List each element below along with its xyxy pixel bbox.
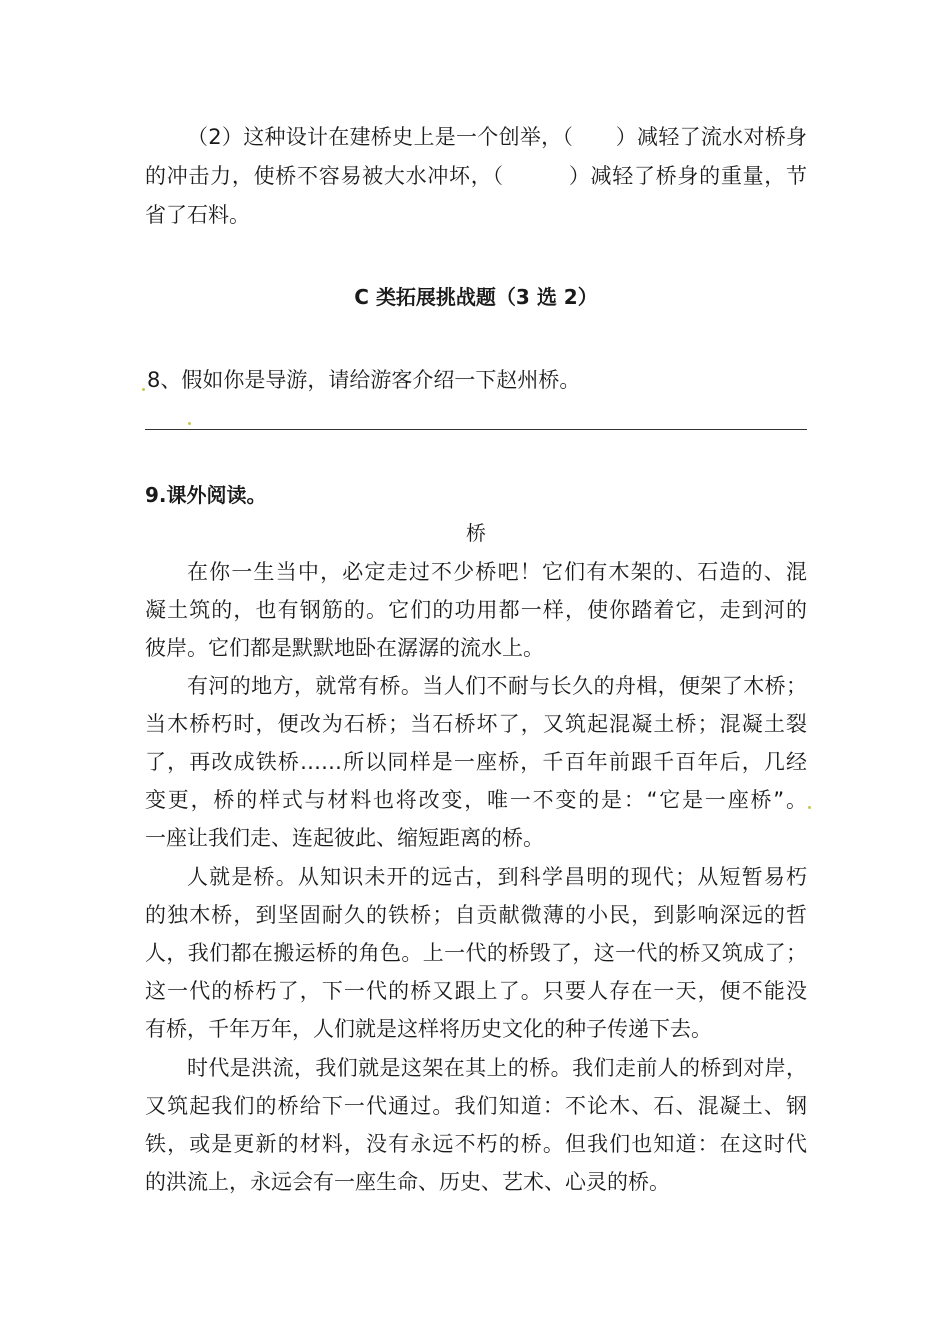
q7-line-3: 省了石料。: [145, 203, 250, 227]
question9-heading: 9.课外阅读。: [145, 483, 267, 507]
paragraph-line: 的独木桥，到坚固耐久的铁桥；自贡献微薄的小民，到影响深远的哲: [145, 903, 807, 927]
section-c-title: C 类拓展挑战题（3 选 2）: [354, 285, 598, 309]
paragraph-line: 凝土筑的，也有钢筋的。它们的功用都一样，使你踏着它，走到河的: [145, 598, 807, 622]
paragraph-line: 一座让我们走、连起彼此、缩短距离的桥。: [145, 826, 544, 850]
paragraph-line: 人就是桥。从知识未开的远古，到科学昌明的现代；从短暂易朽: [187, 865, 807, 889]
paragraph-line: 时代是洪流，我们就是这架在其上的桥。我们走前人的桥到对岸，: [187, 1056, 807, 1080]
speck-mark: [142, 388, 145, 391]
paragraph-line: 在你一生当中，必定走过不少桥吧！它们有木架的、石造的、混: [187, 560, 807, 584]
paragraph-line: 人，我们都在搬运桥的角色。上一代的桥毁了，这一代的桥又筑成了；: [145, 941, 807, 965]
paragraph-line: 又筑起我们的桥给下一代通过。我们知道：不论木、石、混凝土、钢: [145, 1094, 807, 1118]
speck-mark: [188, 422, 191, 425]
paragraph-line: 有桥，千年万年，人们就是这样将历史文化的种子传递下去。: [145, 1017, 712, 1041]
article-title: 桥: [466, 521, 486, 545]
speck-mark: [808, 806, 811, 809]
q7-line-1: （2）这种设计在建桥史上是一个创举，（ ）减轻了流水对桥身: [187, 125, 807, 149]
paragraph-line: 当木桥朽时，便改为石桥；当石桥坏了，又筑起混凝土桥；混凝土裂: [145, 712, 807, 736]
q7-line-2: 的冲击力，使桥不容易被大水冲坏，（ ）减轻了桥身的重量，节: [145, 164, 807, 188]
paragraph-line: 这一代的桥朽了，下一代的桥又跟上了。只要人存在一天，便不能没: [145, 979, 807, 1003]
paragraph-line: 有河的地方，就常有桥。当人们不耐与长久的舟楫，便架了木桥；: [187, 674, 807, 698]
paragraph-line: 变更，桥的样式与材料也将改变，唯一不变的是：“它是一座桥”。: [145, 788, 807, 812]
paragraph-line: 彼岸。它们都是默默地卧在潺潺的流水上。: [145, 636, 544, 660]
answer-line: [145, 429, 807, 430]
paragraph-line: 的洪流上，永远会有一座生命、历史、艺术、心灵的桥。: [145, 1170, 670, 1194]
paragraph-line: 铁，或是更新的材料，没有永远不朽的桥。但我们也知道：在这时代: [145, 1132, 807, 1156]
paragraph-line: 了，再改成铁桥……所以同样是一座桥，千百年前跟千百年后，几经: [145, 750, 807, 774]
question8-prompt: 8、假如你是导游，请给游客介绍一下赵州桥。: [147, 368, 581, 392]
